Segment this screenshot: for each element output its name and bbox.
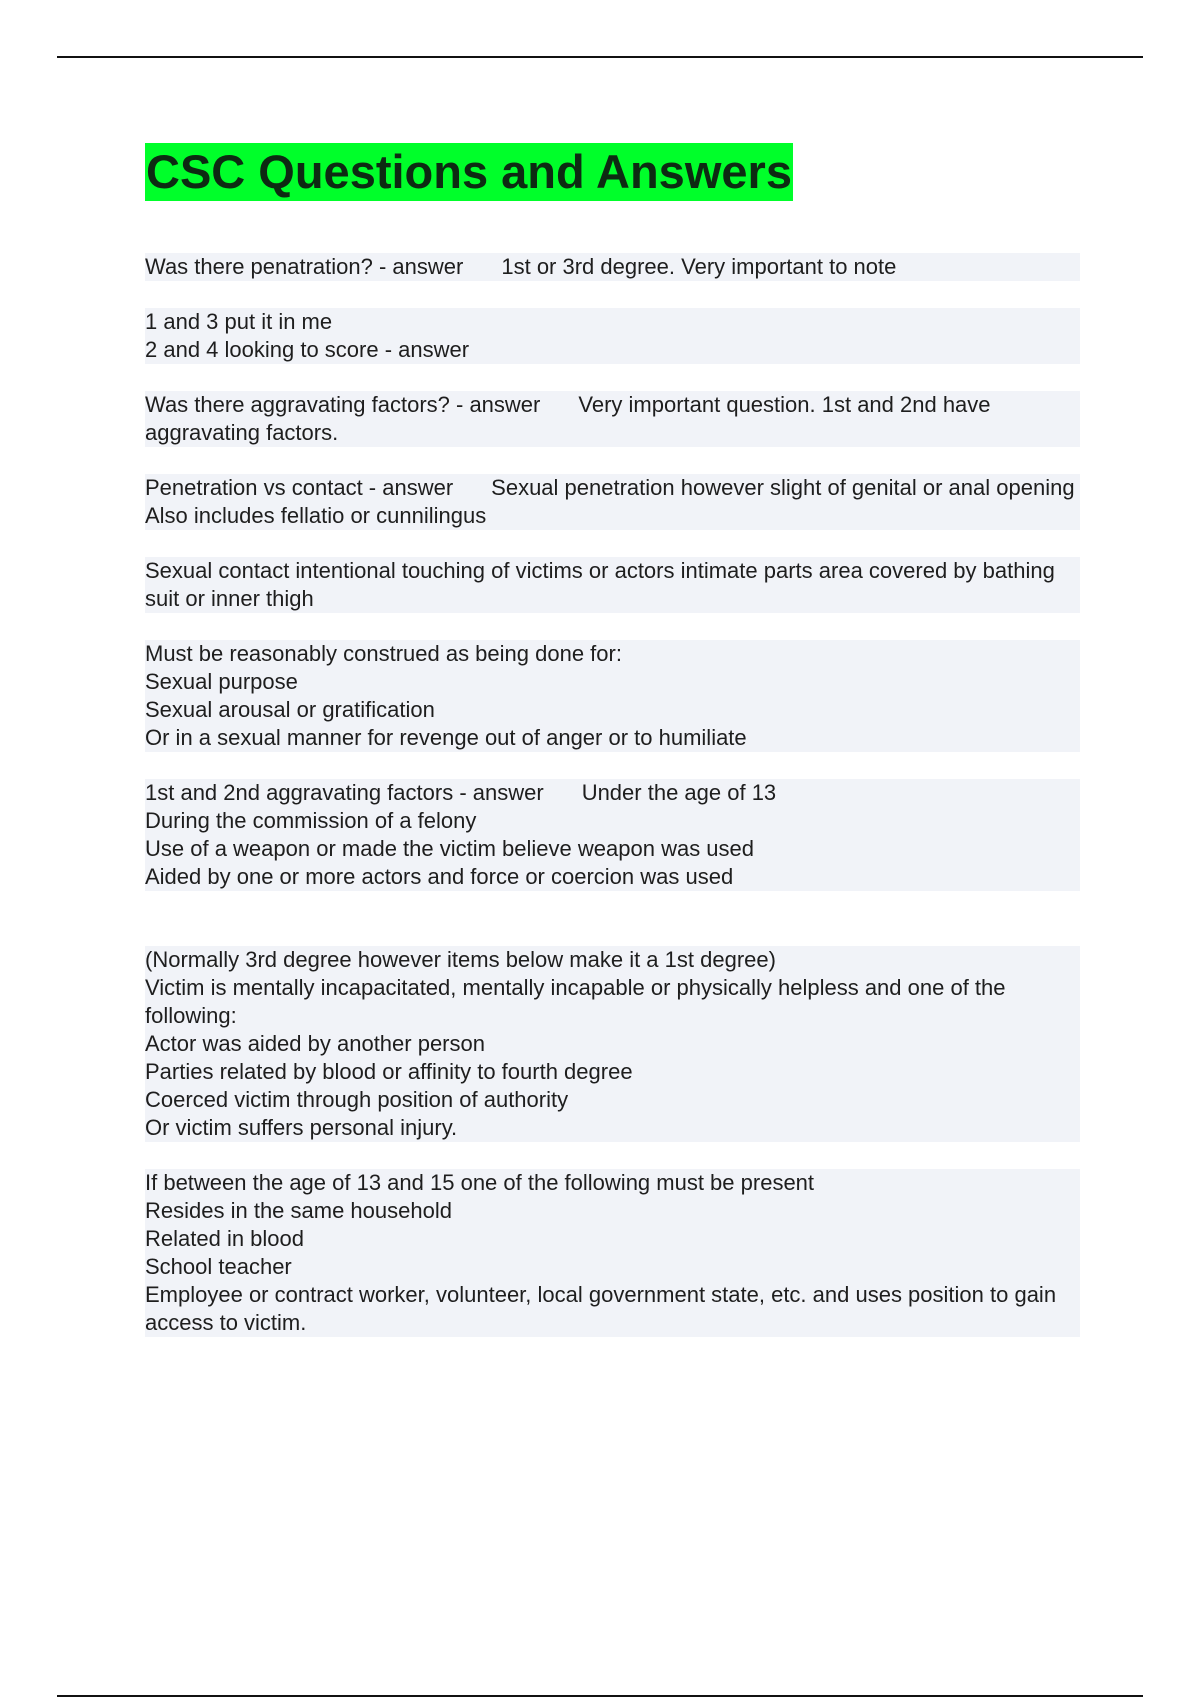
text-line: Or in a sexual manner for revenge out of anger or to humiliate bbox=[145, 724, 1080, 752]
text-line: Also includes fellatio or cunnilingus bbox=[145, 502, 1080, 530]
document-title: CSC Questions and Answers bbox=[145, 143, 793, 201]
text-line: Aided by one or more actors and force or coercion was used bbox=[145, 863, 1080, 891]
qa-line bbox=[145, 391, 1080, 447]
answer-text: Sexual penetration however slight of genital or anal opening bbox=[491, 475, 1075, 500]
text-line: Parties related by blood or affinity to fourth degree bbox=[145, 1058, 1080, 1086]
text-line: Coerced victim through position of authority bbox=[145, 1086, 1080, 1114]
text-line: 2 and 4 looking to score - answer bbox=[145, 336, 1080, 364]
text-line: Must be reasonably construed as being done for: bbox=[145, 640, 1080, 668]
text-line: Sexual contact intentional touching of victims or actors intimate parts area covered by bathing suit or inner thigh bbox=[145, 557, 1080, 613]
question-text: Was there penatration? - answer bbox=[145, 254, 464, 279]
qa-item bbox=[145, 391, 1080, 447]
text-line: Related in blood bbox=[145, 1225, 1080, 1253]
text-line: Sexual purpose bbox=[145, 668, 1080, 696]
text-line: (Normally 3rd degree however items below make it a 1st degree) bbox=[145, 946, 1080, 974]
question-text: Was there aggravating factors? - answer bbox=[145, 392, 541, 417]
qa-line bbox=[145, 253, 1080, 281]
top-rule bbox=[57, 56, 1143, 58]
text-line: 1 and 3 put it in me bbox=[145, 308, 1080, 336]
qa-item bbox=[145, 946, 1080, 1142]
qa-item bbox=[145, 474, 1080, 530]
document-body bbox=[145, 143, 1080, 1364]
qa-item bbox=[145, 557, 1080, 613]
qa-line bbox=[145, 779, 1080, 807]
text-line: During the commission of a felony bbox=[145, 807, 1080, 835]
qa-item bbox=[145, 253, 1080, 281]
qa-line bbox=[145, 474, 1080, 502]
text-line: If between the age of 13 and 15 one of the following must be present bbox=[145, 1169, 1080, 1197]
text-line: Sexual arousal or gratification bbox=[145, 696, 1080, 724]
answer-text: 1st or 3rd degree. Very important to note bbox=[501, 254, 897, 279]
text-line: Resides in the same household bbox=[145, 1197, 1080, 1225]
text-line: Actor was aided by another person bbox=[145, 1030, 1080, 1058]
text-line: School teacher bbox=[145, 1253, 1080, 1281]
text-line: Use of a weapon or made the victim believe weapon was used bbox=[145, 835, 1080, 863]
qa-item bbox=[145, 779, 1080, 891]
bottom-rule bbox=[57, 1695, 1143, 1697]
spacer bbox=[145, 918, 1080, 946]
question-text: Penetration vs contact - answer bbox=[145, 475, 454, 500]
question-text: 1st and 2nd aggravating factors - answer bbox=[145, 780, 544, 805]
answer-text: Very important question. 1st and 2nd have aggravating factors. bbox=[145, 392, 997, 445]
text-line: Victim is mentally incapacitated, mentally incapable or physically helpless and one of the following: bbox=[145, 974, 1080, 1030]
answer-text: Under the age of 13 bbox=[581, 780, 777, 805]
text-line: Or victim suffers personal injury. bbox=[145, 1114, 1080, 1142]
qa-item bbox=[145, 1169, 1080, 1337]
title-wrap bbox=[145, 143, 1080, 201]
text-line: Employee or contract worker, volunteer, local government state, etc. and uses position to gain access to victim. bbox=[145, 1281, 1080, 1337]
qa-item bbox=[145, 640, 1080, 752]
qa-item bbox=[145, 308, 1080, 364]
